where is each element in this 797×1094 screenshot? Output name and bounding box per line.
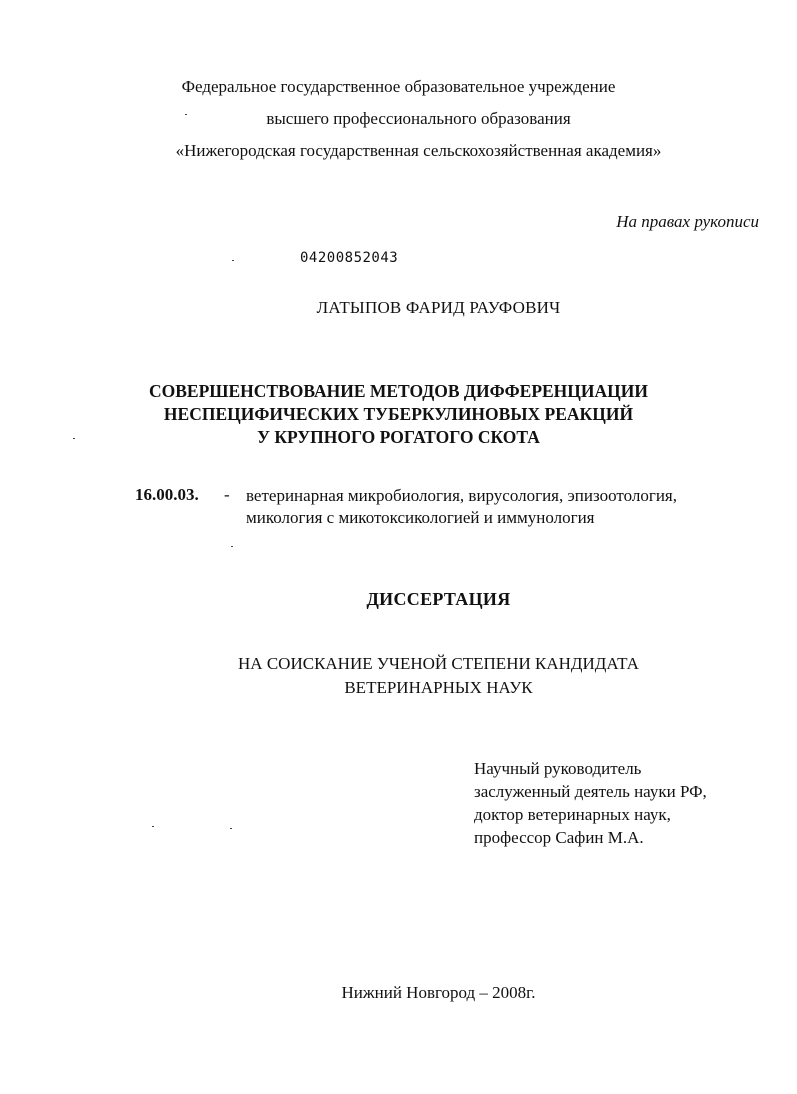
scan-speck xyxy=(185,114,187,115)
supervisor-line-2: заслуженный деятель науки РФ, xyxy=(474,782,707,801)
specialty-description xyxy=(246,485,760,529)
supervisor-line-3: доктор ветеринарных наук, xyxy=(474,805,671,824)
degree-statement xyxy=(40,652,797,700)
degree-line-1: НА СОИСКАНИЕ УЧЕНОЙ СТЕПЕНИ КАНДИДАТА xyxy=(238,654,639,673)
manuscript-mark: На правах рукописи xyxy=(616,212,759,231)
institution-line-2: высшего профессионального образования xyxy=(266,109,571,128)
city-year: Нижний Новгород – 2008г. xyxy=(341,983,536,1002)
scan-speck xyxy=(232,260,234,261)
specialty-code: 16.00.03. xyxy=(135,485,199,504)
scan-speck xyxy=(230,828,232,829)
scan-speck xyxy=(231,546,233,547)
supervisor-line-1: Научный руководитель xyxy=(474,759,642,778)
degree-line-2: ВЕТЕРИНАРНЫХ НАУК xyxy=(344,678,533,697)
specialty-line-1: ветеринарная микробиология, вирусология, эпизоотология, xyxy=(246,486,677,505)
specialty-line-2: микология с микотоксикологией и иммунология xyxy=(246,508,595,527)
institution-line-3: «Нижегородская государственная сельскохозяйственная академия» xyxy=(175,141,662,160)
supervisor-block xyxy=(474,757,707,849)
scan-speck xyxy=(152,826,154,827)
author-name: ЛАТЫПОВ ФАРИД РАУФОВИЧ xyxy=(316,298,561,317)
dissertation-title xyxy=(0,380,797,449)
title-line-3: У КРУПНОГО РОГАТОГО СКОТА xyxy=(257,427,540,447)
institution-line-1: Федеральное государственное образовательное учреждение xyxy=(181,77,616,96)
document-type: ДИССЕРТАЦИЯ xyxy=(366,589,511,609)
scan-speck xyxy=(73,438,75,439)
title-line-1: СОВЕРШЕНСТВОВАНИЕ МЕТОДОВ ДИФФЕРЕНЦИАЦИИ xyxy=(149,381,648,401)
registration-number: 04200852043 xyxy=(300,250,399,266)
title-line-2: НЕСПЕЦИФИЧЕСКИХ ТУБЕРКУЛИНОВЫХ РЕАКЦИЙ xyxy=(163,404,634,424)
supervisor-line-4: профессор Сафин М.А. xyxy=(474,828,644,847)
specialty-dash: - xyxy=(224,485,230,504)
